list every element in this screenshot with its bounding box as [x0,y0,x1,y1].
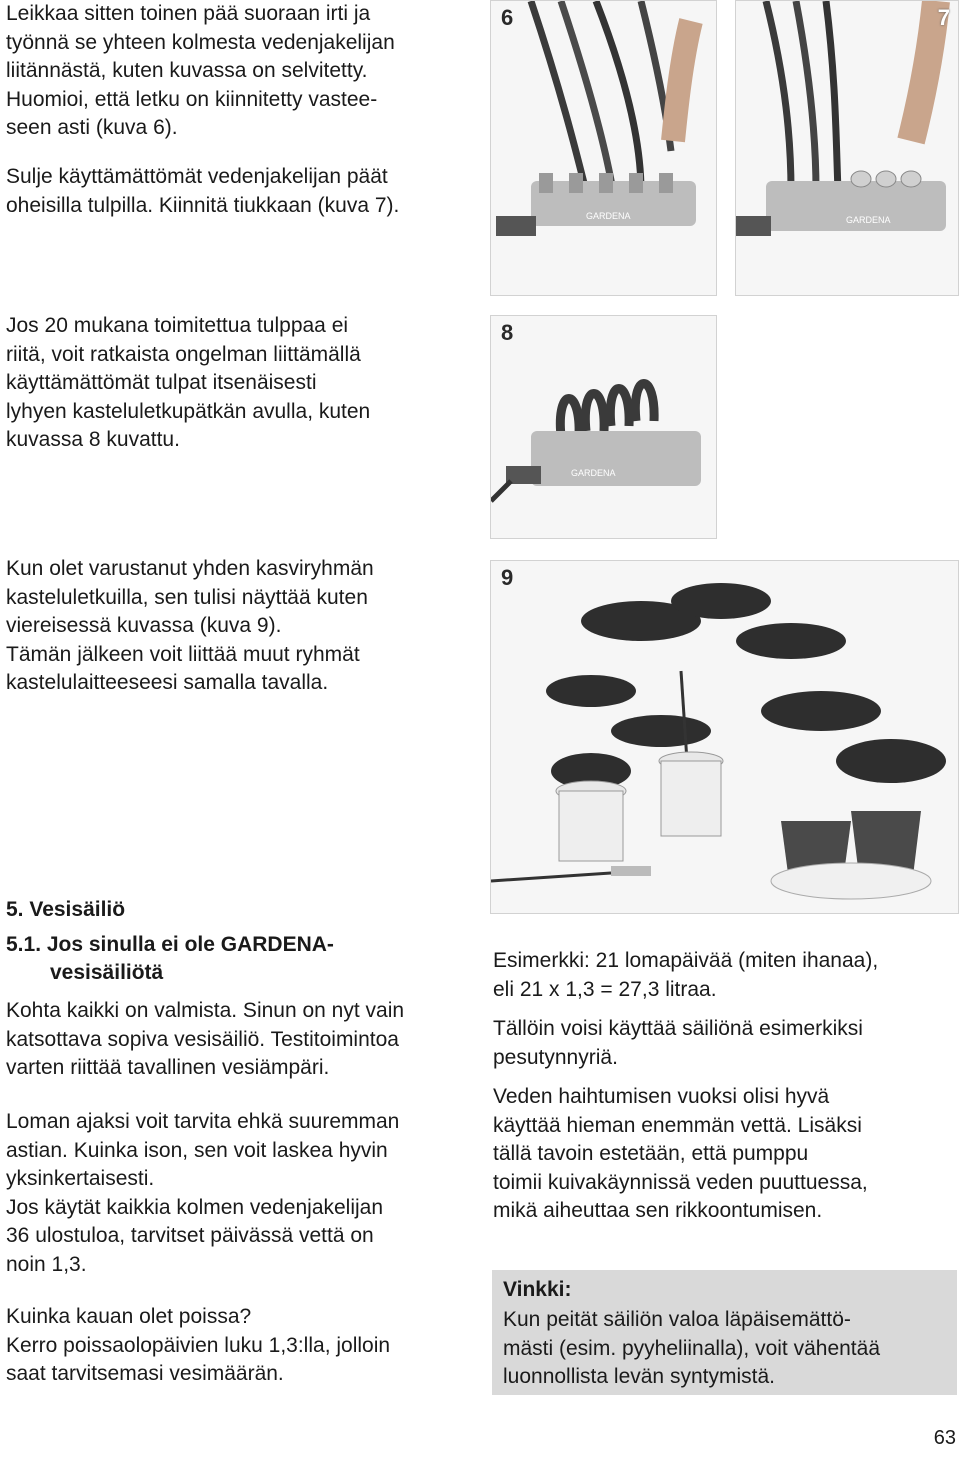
text-line: yksinkertaisesti. [6,1167,155,1190]
text-line: Sulje käyttämättömät vedenjakelijan päät [6,165,388,188]
text-line: oheisilla tulpilla. Kiinnitä tiukkaan (kuva 7). [6,193,400,217]
text-line: Tällöin voisi käyttää säiliönä esimerkiksi [493,1017,863,1040]
brand-label: GARDENA [846,215,891,225]
distributor-plugs-illustration [736,1,958,295]
text-line: kastelulaitteeseesi samalla tavalla. [6,671,329,694]
tip-box [492,1270,957,1395]
text-line: Huomioi, että letku on kiinnitetty vastee- [6,87,378,111]
looped-hose-illustration [491,316,716,538]
text-line: Jos käytät kaikkia kolmen vedenjakelijan [6,1195,384,1219]
text-line: mästi (esim. pyyheliinalla), voit vähentää [503,1336,880,1360]
text-line: kuvassa 8 kuvattu. [6,428,180,451]
section-heading: 5. Vesisäiliö [6,898,126,921]
text-line: käyttämättömät tulpat itsenäisesti [6,371,317,394]
text-line: eli 21 x 1,3 = 27,3 litraa. [493,977,717,1001]
group-paragraph [6,555,476,698]
right-paragraph-1 [493,947,953,1004]
text-line: lyhyen kasteluletkupätkän avulla, kuten [6,399,371,423]
text-line: seen asti (kuva 6). [6,116,178,139]
page-number: 63 [933,1427,956,1449]
figure-number: 6 [501,5,514,30]
text-line: Kun peität säiliön valoa läpäisemättö- [503,1308,851,1331]
right-paragraph-2 [493,1015,953,1072]
text-line: Loman ajaksi voit tarvita ehkä suuremman [6,1110,400,1133]
brand-label: GARDENA [586,211,631,221]
subsection-heading-line: 5.1. Jos sinulla ei ole GARDENA- [6,933,334,956]
text-line: Kohta kaikki on valmista. Sinun on nyt vain [6,999,405,1022]
tip-body [503,1306,880,1392]
text-line: 36 ulostuloa, tarvitset päivässä vettä on [6,1224,374,1247]
subsection-heading-line: vesisäiliötä [50,961,164,984]
text-line: katsottava sopiva vesisäiliö. Testitoimintoa [6,1027,399,1051]
text-line: luonnollista levän syntymistä. [503,1365,775,1388]
brand-label: GARDENA [571,468,616,478]
figure-8-photo [490,315,717,539]
text-line: toimii kuivakäynnissä veden puuttuessa, [493,1170,868,1194]
text-line: Veden haihtumisen vuoksi olisi hyvä [493,1085,830,1108]
right-paragraph-3 [493,1083,953,1226]
plugs-paragraph [6,163,476,220]
text-line: mikä aiheuttaa sen rikkoontumisen. [493,1199,823,1222]
distributor-hoses-illustration [491,1,716,295]
text-line: tällä tavoin estetään, että pumppu [493,1142,809,1165]
text-line: riitä, voit ratkaista ongelman liittämällä [6,342,361,366]
figure-9-photo [490,560,959,914]
figure-number: 7 [937,5,950,30]
text-line: kasteluletkuilla, sen tulisi näyttää kuten [6,585,368,609]
figure-number: 8 [501,320,514,345]
text-line: Tämän jälkeen voit liittää muut ryhmät [6,642,360,666]
text-line: työnnä se yhteen kolmesta vedenjakelijan [6,30,395,54]
left-paragraph-1 [6,997,476,1083]
text-line: viereisessä kuvassa (kuva 9). [6,614,282,637]
text-line: saat tarvitsemasi vesimäärän. [6,1362,284,1385]
intro-paragraph [6,0,476,143]
text-line: varten riittää tavallinen vesiämpäri. [6,1056,330,1079]
plant-group-illustration [491,561,958,913]
figure-7-photo [735,0,959,296]
subsection-heading [6,931,334,987]
left-paragraph-3 [6,1303,476,1389]
text-line: Kerro poissaolopäivien luku 1,3:lla, jolloin [6,1333,391,1357]
text-line: Leikkaa sitten toinen pää suoraan irti ja [6,2,371,25]
text-line: käyttää hieman enemmän vettä. Lisäksi [493,1113,862,1137]
alt-solution-paragraph [6,312,476,455]
text-line: noin 1,3. [6,1252,87,1276]
left-paragraph-2 [6,1108,476,1279]
text-line: astian. Kuinka ison, sen voit laskea hyvin [6,1138,388,1162]
figure-6-photo [490,0,717,296]
text-line: Esimerkki: 21 lomapäivää (miten ihanaa), [493,949,879,972]
text-line: Kuinka kauan olet poissa? [6,1305,252,1328]
text-line: liitännästä, kuten kuvassa on selvitetty. [6,59,368,82]
text-line: Kun olet varustanut yhden kasviryhmän [6,557,374,580]
figure-number: 9 [501,565,514,590]
text-line: Jos 20 mukana toimitettua tulppaa ei [6,314,349,337]
tip-title: Vinkki: [503,1278,572,1301]
text-line: pesutynnyriä. [493,1045,618,1069]
